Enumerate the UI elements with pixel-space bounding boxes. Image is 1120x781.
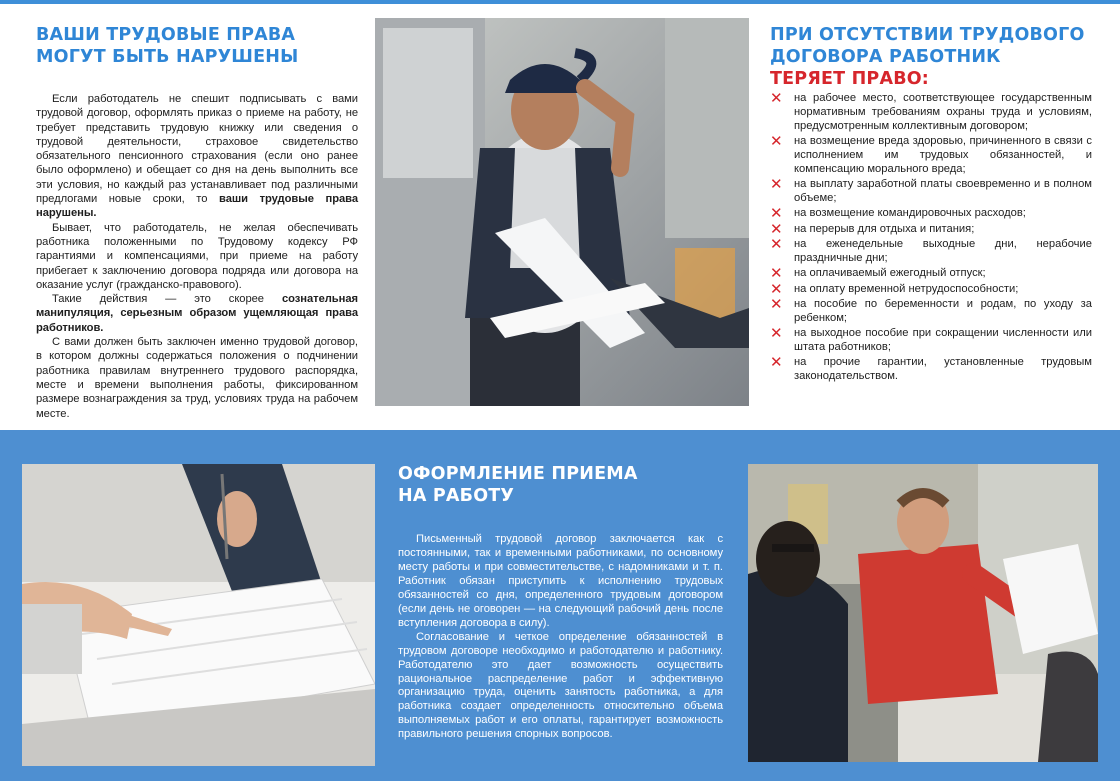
rights-list <box>770 89 1092 384</box>
rights-item-text: на возмещение командировочных расходов; <box>794 207 1026 220</box>
cross-icon: ✕ <box>770 353 783 372</box>
violations-bold-3: сознательная манипуляция, серьезным образом ущемляющая права работников. <box>36 293 358 334</box>
rights-item-text: на прочие гарантии, установленные трудовым законодательством. <box>794 356 1092 383</box>
cross-icon: ✕ <box>770 264 783 283</box>
photo-angry-boss <box>748 464 1098 762</box>
no-contract-section <box>770 24 1092 385</box>
photo-signing-document <box>22 464 375 766</box>
rights-item-text: на еженедельные выходные дни, нерабочие праздничные дни; <box>794 238 1092 264</box>
cross-icon: ✕ <box>770 294 783 313</box>
violations-paragraph-3: Такие действия — это скорее сознательная манипуляция, серьезным образом ущемляющая права работников. <box>36 293 358 334</box>
rights-item-text: на выплату заработной платы своевременно и в полном объеме; <box>794 178 1092 205</box>
hiring-paragraph-2: Согласование и четкое определение обязанностей в трудовом договоре необходимо и работодателю и работнику. Работодателю это дает возможность осуществить рациональное распределение работ и эффективную организацию труда, оценить занятость работника, а для работника создает определенность относительно объема выполняемых работ и его оплаты, гарантирует возможность правильного решения спорных вопросов. <box>398 630 723 741</box>
rights-list-item <box>770 89 1092 134</box>
rights-item-text: на перерыв для отдыха и питания; <box>794 222 975 235</box>
rights-list-item <box>770 132 1092 177</box>
cross-icon: ✕ <box>770 279 783 298</box>
cross-icon: ✕ <box>770 89 783 107</box>
rights-list-item <box>770 353 1092 384</box>
violations-heading <box>36 24 358 68</box>
violations-bold-1: ваши трудовые права нарушены. <box>36 193 358 220</box>
cross-icon: ✕ <box>770 219 783 238</box>
cross-icon: ✕ <box>770 235 783 254</box>
violations-section <box>36 24 358 421</box>
violations-heading-line1: ВАШИ ТРУДОВЫЕ ПРАВА <box>36 25 296 45</box>
rights-item-text: на рабочее место, соответствующее государственным нормативным требованиям охраны труда и условиям, предусмотренным коллективным договором; <box>794 92 1092 132</box>
no-contract-heading-line1: ПРИ ОТСУТСТВИИ ТРУДОВОГО <box>770 25 1085 45</box>
rights-item-text: на возмещение вреда здоровью, причиненного в связи с исполнением им трудовых обязанностей, и компенсацию морального вреда; <box>794 135 1092 175</box>
hiring-heading <box>398 463 723 507</box>
hiring-paragraph-1: Письменный трудовой договор заключается как с постоянными, так и временными работниками, по основному месту работы и при совместительстве, с надомниками и т. п. Работник обязан приступить к исполнению трудовых обязанностей со дня, определенного трудовым договором (если день не оговорен — на следующий рабочий день после вступления договора в силу). <box>398 533 723 629</box>
no-contract-heading <box>770 24 1092 68</box>
hiring-heading-line2: НА РАБОТУ <box>398 486 515 506</box>
rights-list-item <box>770 279 1092 298</box>
cross-icon: ✕ <box>770 324 783 343</box>
rights-list-item <box>770 294 1092 326</box>
rights-item-text: на пособие по беременности и родам, по уходу за ребенком; <box>794 297 1092 324</box>
hiring-heading-line1: ОФОРМЛЕНИЕ ПРИЕМА <box>398 464 638 484</box>
violations-paragraph-2: Бывает, что работодатель, не желая обеспечивать работника положенными по Трудовому кодексу РФ гарантиями и компенсациями, при приеме на работу прибегает к заключению договора подряда или договора на оказание услуг (гражданско-правового). <box>36 221 358 291</box>
violations-paragraph-4: С вами должен быть заключен именно трудовой договор, в котором должны содержаться положения о подчинении работника правилам внутреннего трудового распорядка, месте и времени выполнения работы, фиксированном размере вознаграждения за труд, условиях труда на рабочем месте. <box>36 336 358 420</box>
rights-list-item <box>770 175 1092 206</box>
violations-heading-line2: МОГУТ БЫТЬ НАРУШЕНЫ <box>36 47 299 67</box>
rights-item-text: на оплачиваемый ежегодный отпуск; <box>794 267 986 280</box>
no-contract-heading-line2: ДОГОВОРА РАБОТНИК <box>770 47 1001 67</box>
bottom-band <box>0 430 1120 781</box>
violations-paragraph-1: Если работодатель не спешит подписывать с вами трудовой договор, оформлять приказ о приеме на работу, не требует представить трудовую книжку или сведения о трудовой деятельности, страховое свидетельство обязательного пенсионного страхования (если оно ранее было оформлено) и обещает со дня на день выполнить все эти условия, но каждый раз устанавливает под различными предлогами новые сроки, то ваши трудовые права нарушены. <box>36 93 358 220</box>
rights-list-item <box>770 204 1092 223</box>
rights-item-text: на оплату временной нетрудоспособности; <box>794 282 1019 295</box>
rights-list-item <box>770 219 1092 238</box>
rights-item-text: на выходное пособие при сокращении численности или штата работников; <box>794 327 1092 353</box>
rights-list-item <box>770 264 1092 283</box>
cross-icon: ✕ <box>770 204 783 223</box>
cross-icon: ✕ <box>770 132 783 151</box>
cross-icon: ✕ <box>770 175 783 194</box>
rights-list-item <box>770 235 1092 266</box>
hiring-section <box>398 463 723 742</box>
rights-list-item <box>770 324 1092 355</box>
no-contract-subheading: ТЕРЯЕТ ПРАВО: <box>770 69 930 89</box>
photo-worker-confused <box>375 18 749 406</box>
